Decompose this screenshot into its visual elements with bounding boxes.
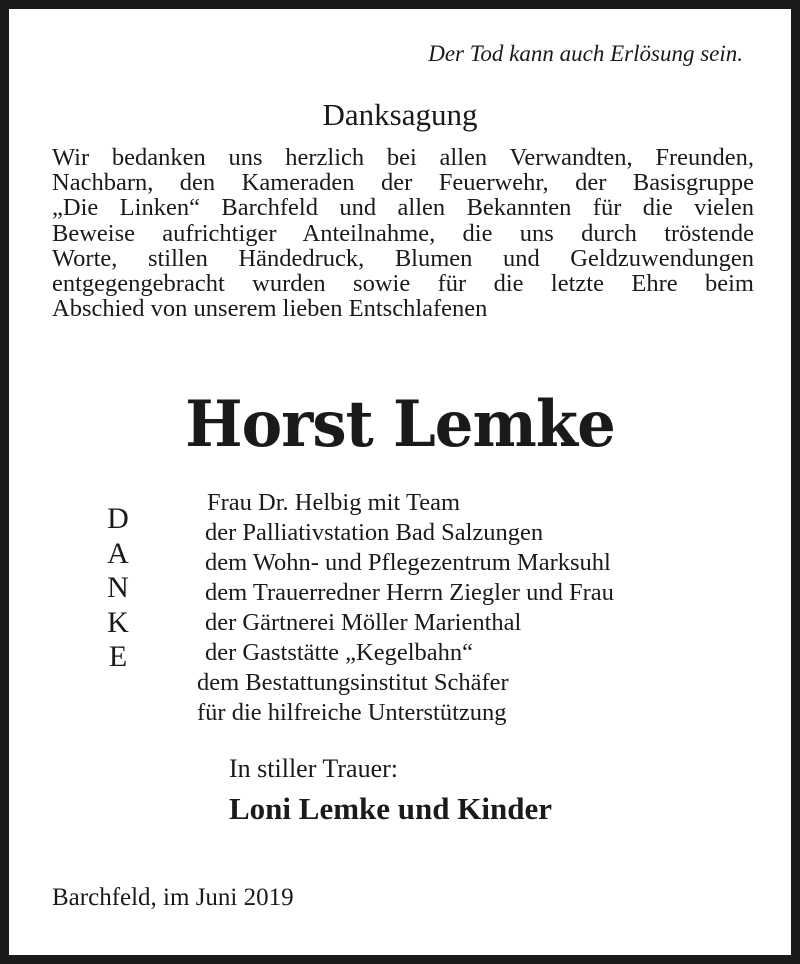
thanks-item: dem Trauerredner Herrn Ziegler und Frau <box>205 579 614 606</box>
body-line: Abschied von unserem lieben Entschlafenen <box>52 295 488 323</box>
danke-vertical <box>101 502 135 675</box>
motto: Der Tod kann auch Erlösung sein. <box>428 41 743 66</box>
body-line: Nachbarn, den Kameraden der Feuerwehr, der Basisgruppe <box>52 169 754 197</box>
danke-letter: D <box>107 502 129 535</box>
thanks-item: Frau Dr. Helbig mit Team <box>207 489 461 516</box>
body-line: Worte, stillen Händedruck, Blumen und Geldzuwendungen <box>52 244 754 272</box>
body-line: Wir bedanken uns herzlich bei allen Verwandten, Freunden, <box>52 144 754 171</box>
danke-letter: N <box>107 571 129 604</box>
thanks-item: der Palliativstation Bad Salzungen <box>205 519 544 546</box>
body-line: „Die Linken“ Barchfeld und allen Bekannten für die vielen <box>52 194 754 222</box>
deceased-name: Horst Lemke <box>185 387 615 462</box>
body-line: Beweise aufrichtiger Anteilnahme, die uns durch tröstende <box>52 219 754 247</box>
heading: Danksagung <box>322 97 478 132</box>
thanks-item: für die hilfreiche Unterstützung <box>197 699 507 726</box>
thanks-item: der Gärtnerei Möller Marienthal <box>205 609 522 636</box>
danke-letter: E <box>108 640 128 673</box>
thanks-item: dem Wohn- und Pflegezentrum Marksuhl <box>205 549 611 576</box>
body-text <box>52 145 754 321</box>
danke-letter: A <box>107 536 129 570</box>
body-line: entgegengebracht wurden sowie für die letzte Ehre beim <box>52 270 754 298</box>
family-signature: Loni Lemke und Kinder <box>229 791 552 826</box>
place-date: Barchfeld, im Juni 2019 <box>52 884 294 911</box>
mourning-line: In stiller Trauer: <box>229 754 398 783</box>
thanks-item: der Gaststätte „Kegelbahn“ <box>205 639 474 666</box>
thanks-list <box>187 488 614 728</box>
thanks-item: dem Bestattungsinstitut Schäfer <box>197 669 509 696</box>
danke-letter: K <box>107 605 129 639</box>
